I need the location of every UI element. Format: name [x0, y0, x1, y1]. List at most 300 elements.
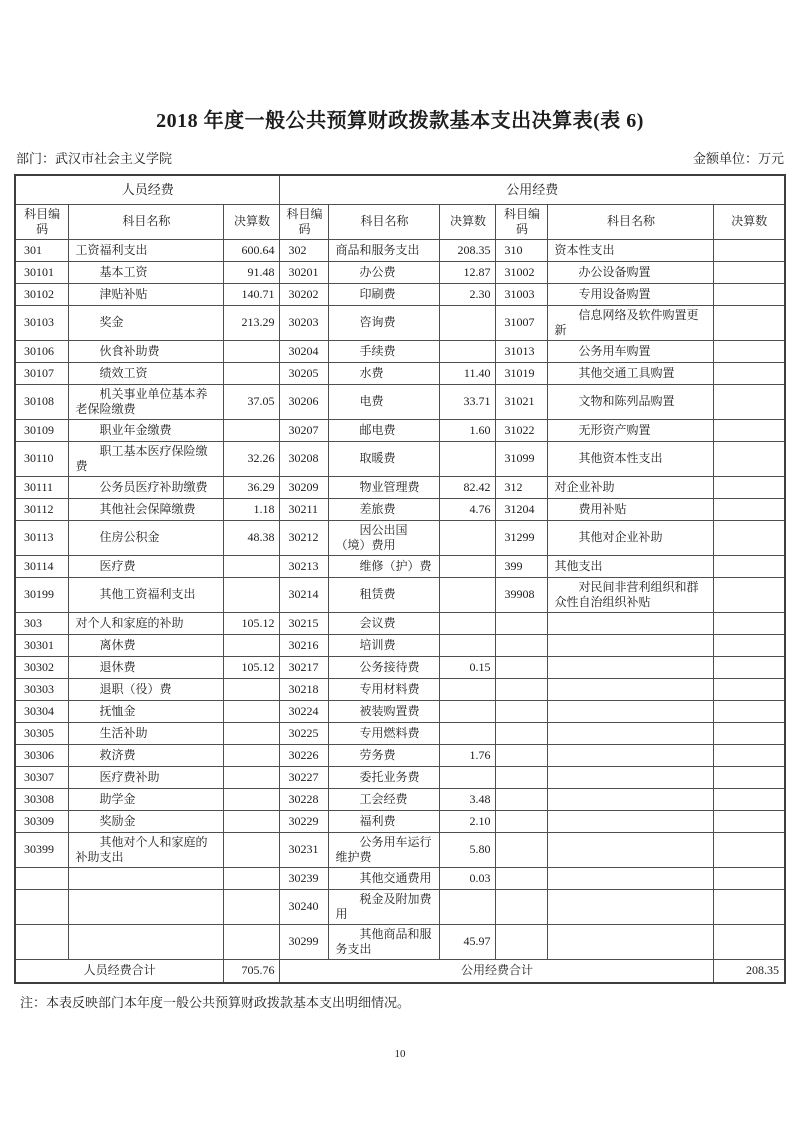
cell-code: [496, 700, 548, 722]
cell-code: 30106: [15, 340, 69, 362]
cell-code: 31021: [496, 384, 548, 419]
cell-name: 公务员医疗补助缴费: [69, 476, 224, 498]
cell-name: 印刷费: [329, 283, 440, 305]
cell-value: [440, 520, 496, 555]
cell-value: [714, 788, 785, 810]
cell-code: 30202: [280, 283, 329, 305]
page-number: 10: [394, 1048, 406, 1060]
cell-code: 312: [496, 476, 548, 498]
cell-name: 生活补助: [69, 722, 224, 744]
group-header-public: 公用经费: [280, 175, 785, 204]
cell-value: [714, 476, 785, 498]
cell-code: 30102: [15, 283, 69, 305]
cell-name: [548, 788, 714, 810]
cell-name: [69, 924, 224, 959]
note-text: 注：本表反映部门本年度一般公共预算财政拨款基本支出明细情况。: [20, 995, 411, 1010]
cell-name: [548, 867, 714, 889]
cell-code: [496, 810, 548, 832]
cell-value: [714, 810, 785, 832]
table-row: [15, 766, 785, 788]
cell-name: [548, 722, 714, 744]
cell-name: [69, 889, 224, 924]
cell-code: 30113: [15, 520, 69, 555]
cell-value: [440, 766, 496, 788]
cell-name: 医疗费: [69, 555, 224, 577]
cell-name: [548, 924, 714, 959]
personnel-total-label: 人员经费合计: [15, 959, 224, 983]
cell-name: 奖金: [69, 305, 224, 340]
cell-name: 手续费: [329, 340, 440, 362]
table-row: [15, 555, 785, 577]
cell-name: 对个人和家庭的补助: [69, 612, 224, 634]
cell-name: 信息网络及软件购置更新: [548, 305, 714, 340]
cell-value: 5.80: [440, 832, 496, 867]
cell-name: 资本性支出: [548, 239, 714, 261]
cell-value: 4.76: [440, 498, 496, 520]
meta-row: [16, 148, 784, 167]
cell-code: [496, 656, 548, 678]
table-row: [15, 419, 785, 441]
table-row: [15, 362, 785, 384]
cell-name: 办公费: [329, 261, 440, 283]
group-header-row: [15, 175, 785, 204]
cell-value: [440, 555, 496, 577]
cell-value: 2.30: [440, 283, 496, 305]
cell-code: 30207: [280, 419, 329, 441]
cell-name: 奖励金: [69, 810, 224, 832]
cell-value: [714, 722, 785, 744]
cell-name: 其他社会保障缴费: [69, 498, 224, 520]
cell-name: 其他对个人和家庭的补助支出: [69, 832, 224, 867]
table-row: [15, 261, 785, 283]
cell-name: 助学金: [69, 788, 224, 810]
cell-value: [440, 722, 496, 744]
cell-code: 30208: [280, 441, 329, 476]
cell-code: 30228: [280, 788, 329, 810]
cell-code: 30212: [280, 520, 329, 555]
cell-code: 30299: [280, 924, 329, 959]
cell-value: [224, 810, 280, 832]
table-row: [15, 476, 785, 498]
cell-code: 31019: [496, 362, 548, 384]
cell-value: [714, 924, 785, 959]
cell-name: 住房公积金: [69, 520, 224, 555]
cell-code: 39908: [496, 577, 548, 612]
cell-code: 31022: [496, 419, 548, 441]
cell-value: [224, 832, 280, 867]
cell-value: [224, 700, 280, 722]
cell-code: 301: [15, 239, 69, 261]
cell-code: 30239: [280, 867, 329, 889]
cell-value: [714, 441, 785, 476]
cell-value: 82.42: [440, 476, 496, 498]
budget-table: [14, 174, 786, 984]
cell-code: 30214: [280, 577, 329, 612]
department-label: 部门：武汉市社会主义学院: [16, 151, 173, 166]
cell-value: [714, 340, 785, 362]
cell-value: [714, 700, 785, 722]
cell-value: 2.10: [440, 810, 496, 832]
cell-name: 专用燃料费: [329, 722, 440, 744]
cell-name: 差旅费: [329, 498, 440, 520]
cell-value: 208.35: [440, 239, 496, 261]
cell-code: 30213: [280, 555, 329, 577]
cell-code: 30215: [280, 612, 329, 634]
public-total-value: 208.35: [714, 959, 785, 983]
cell-name: 津贴补贴: [69, 283, 224, 305]
table-row: [15, 384, 785, 419]
cell-name: 公务接待费: [329, 656, 440, 678]
cell-value: 37.05: [224, 384, 280, 419]
cell-name: 医疗费补助: [69, 766, 224, 788]
cell-code: 30217: [280, 656, 329, 678]
cell-code: [496, 634, 548, 656]
cell-code: 30201: [280, 261, 329, 283]
table-row: [15, 239, 785, 261]
cell-name: [548, 766, 714, 788]
cell-name: 退职（役）费: [69, 678, 224, 700]
cell-name: 因公出国（境）费用: [329, 520, 440, 555]
cell-name: 税金及附加费用: [329, 889, 440, 924]
cell-code: [496, 832, 548, 867]
cell-code: 303: [15, 612, 69, 634]
cell-value: 3.48: [440, 788, 496, 810]
cell-name: [548, 744, 714, 766]
cell-code: 30229: [280, 810, 329, 832]
table-row: [15, 744, 785, 766]
cell-name: 专用材料费: [329, 678, 440, 700]
cell-code: 30103: [15, 305, 69, 340]
cell-value: 12.87: [440, 261, 496, 283]
personnel-total-value: 705.76: [224, 959, 280, 983]
cell-value: 1.76: [440, 744, 496, 766]
cell-value: [714, 744, 785, 766]
cell-code: [496, 744, 548, 766]
cell-value: [714, 261, 785, 283]
cell-code: 30231: [280, 832, 329, 867]
cell-name: [548, 889, 714, 924]
cell-value: 48.38: [224, 520, 280, 555]
cell-name: 邮电费: [329, 419, 440, 441]
table-row: [15, 340, 785, 362]
cell-value: [224, 867, 280, 889]
cell-name: 商品和服务支出: [329, 239, 440, 261]
cell-value: [224, 419, 280, 441]
table-row: [15, 283, 785, 305]
table-row: [15, 832, 785, 867]
cell-name: 伙食补助费: [69, 340, 224, 362]
cell-value: 213.29: [224, 305, 280, 340]
cell-name: 咨询费: [329, 305, 440, 340]
cell-code: [496, 924, 548, 959]
cell-value: [224, 744, 280, 766]
cell-value: [224, 766, 280, 788]
cell-code: [496, 678, 548, 700]
cell-value: [224, 577, 280, 612]
cell-name: 公务用车运行维护费: [329, 832, 440, 867]
cell-name: 对民间非营利组织和群众性自治组织补贴: [548, 577, 714, 612]
cell-value: [714, 867, 785, 889]
cell-value: [714, 678, 785, 700]
cell-name: 办公设备购置: [548, 261, 714, 283]
cell-name: 委托业务费: [329, 766, 440, 788]
column-header-value: 决算数: [714, 204, 785, 239]
cell-code: 31007: [496, 305, 548, 340]
cell-value: 32.26: [224, 441, 280, 476]
cell-name: 福利费: [329, 810, 440, 832]
cell-code: 31204: [496, 498, 548, 520]
cell-value: [224, 340, 280, 362]
cell-name: 租赁费: [329, 577, 440, 612]
cell-code: 31013: [496, 340, 548, 362]
column-header-row: [15, 204, 785, 239]
cell-name: 机关事业单位基本养老保险缴费: [69, 384, 224, 419]
cell-name: 劳务费: [329, 744, 440, 766]
table-row: [15, 678, 785, 700]
cell-name: 退休费: [69, 656, 224, 678]
cell-name: [548, 656, 714, 678]
cell-code: 30203: [280, 305, 329, 340]
table-row: [15, 924, 785, 959]
cell-value: [714, 555, 785, 577]
cell-code: 30101: [15, 261, 69, 283]
cell-code: 30224: [280, 700, 329, 722]
cell-code: 30218: [280, 678, 329, 700]
cell-code: 30111: [15, 476, 69, 498]
cell-name: 维修（护）费: [329, 555, 440, 577]
cell-name: 水费: [329, 362, 440, 384]
cell-name: 培训费: [329, 634, 440, 656]
table-row: [15, 722, 785, 744]
cell-name: 物业管理费: [329, 476, 440, 498]
cell-code: 30305: [15, 722, 69, 744]
cell-code: [496, 889, 548, 924]
cell-code: 31002: [496, 261, 548, 283]
cell-value: [714, 239, 785, 261]
cell-value: 1.60: [440, 419, 496, 441]
cell-code: [15, 867, 69, 889]
cell-code: 30209: [280, 476, 329, 498]
unit-label: 金额单位：万元: [692, 151, 784, 166]
table-row: [15, 867, 785, 889]
cell-value: [224, 924, 280, 959]
cell-value: [224, 788, 280, 810]
cell-value: [440, 634, 496, 656]
table-row: [15, 634, 785, 656]
table-row: [15, 810, 785, 832]
cell-code: 302: [280, 239, 329, 261]
cell-code: 30109: [15, 419, 69, 441]
cell-code: 30301: [15, 634, 69, 656]
cell-code: 30205: [280, 362, 329, 384]
cell-value: [714, 283, 785, 305]
cell-value: 0.03: [440, 867, 496, 889]
column-header-value: 决算数: [224, 204, 280, 239]
cell-name: 其他交通工具购置: [548, 362, 714, 384]
cell-code: 399: [496, 555, 548, 577]
cell-code: 31099: [496, 441, 548, 476]
cell-value: 1.18: [224, 498, 280, 520]
cell-value: [714, 832, 785, 867]
cell-value: [224, 634, 280, 656]
cell-value: 45.97: [440, 924, 496, 959]
cell-name: 其他交通费用: [329, 867, 440, 889]
cell-name: 其他商品和服务支出: [329, 924, 440, 959]
cell-name: 救济费: [69, 744, 224, 766]
group-header-personnel: 人员经费: [15, 175, 280, 204]
cell-code: [496, 766, 548, 788]
cell-value: [224, 555, 280, 577]
cell-name: [548, 810, 714, 832]
cell-value: 11.40: [440, 362, 496, 384]
cell-name: 其他对企业补助: [548, 520, 714, 555]
cell-code: 30107: [15, 362, 69, 384]
cell-code: [15, 889, 69, 924]
cell-code: 30308: [15, 788, 69, 810]
cell-code: 30304: [15, 700, 69, 722]
column-header-code: 科目编码: [15, 204, 69, 239]
page-title: 2018 年度一般公共预算财政拨款基本支出决算表(表 6): [156, 110, 644, 132]
cell-value: [440, 340, 496, 362]
cell-value: 36.29: [224, 476, 280, 498]
cell-code: 30225: [280, 722, 329, 744]
cell-name: 专用设备购置: [548, 283, 714, 305]
cell-value: [224, 722, 280, 744]
cell-value: [714, 384, 785, 419]
cell-code: [496, 722, 548, 744]
footer-row: [15, 959, 785, 983]
cell-name: [548, 634, 714, 656]
table-row: [15, 441, 785, 476]
cell-code: 30199: [15, 577, 69, 612]
cell-value: [440, 612, 496, 634]
table-row: [15, 498, 785, 520]
cell-name: 文物和陈列品购置: [548, 384, 714, 419]
cell-name: [548, 678, 714, 700]
cell-value: [714, 889, 785, 924]
cell-value: [440, 678, 496, 700]
cell-code: [496, 788, 548, 810]
cell-code: 30240: [280, 889, 329, 924]
column-header-value: 决算数: [440, 204, 496, 239]
cell-name: 其他支出: [548, 555, 714, 577]
table-row: [15, 788, 785, 810]
cell-value: 600.64: [224, 239, 280, 261]
cell-value: 0.15: [440, 656, 496, 678]
cell-code: 30399: [15, 832, 69, 867]
cell-name: 抚恤金: [69, 700, 224, 722]
cell-code: 30307: [15, 766, 69, 788]
cell-value: [224, 362, 280, 384]
cell-name: 被装购置费: [329, 700, 440, 722]
table-row: [15, 656, 785, 678]
cell-value: [714, 577, 785, 612]
cell-code: 31299: [496, 520, 548, 555]
cell-code: 30306: [15, 744, 69, 766]
column-header-name: 科目名称: [69, 204, 224, 239]
cell-name: [548, 612, 714, 634]
cell-value: [440, 700, 496, 722]
cell-value: [714, 612, 785, 634]
cell-name: 电费: [329, 384, 440, 419]
table-row: [15, 305, 785, 340]
cell-code: 30114: [15, 555, 69, 577]
cell-code: 30216: [280, 634, 329, 656]
cell-code: 30112: [15, 498, 69, 520]
cell-name: 工会经费: [329, 788, 440, 810]
cell-name: 无形资产购置: [548, 419, 714, 441]
cell-value: [714, 634, 785, 656]
cell-value: [714, 766, 785, 788]
cell-code: 31003: [496, 283, 548, 305]
cell-value: [714, 520, 785, 555]
column-header-name: 科目名称: [329, 204, 440, 239]
cell-code: 30227: [280, 766, 329, 788]
public-total-label: 公用经费合计: [280, 959, 714, 983]
cell-name: 对企业补助: [548, 476, 714, 498]
cell-code: [496, 867, 548, 889]
cell-name: 费用补贴: [548, 498, 714, 520]
cell-code: 30211: [280, 498, 329, 520]
cell-code: 310: [496, 239, 548, 261]
column-header-name: 科目名称: [548, 204, 714, 239]
column-header-code: 科目编码: [496, 204, 548, 239]
cell-name: 职业年金缴费: [69, 419, 224, 441]
cell-name: [69, 867, 224, 889]
cell-value: 105.12: [224, 656, 280, 678]
cell-code: 30302: [15, 656, 69, 678]
cell-name: 公务用车购置: [548, 340, 714, 362]
cell-name: 其他工资福利支出: [69, 577, 224, 612]
table-row: [15, 577, 785, 612]
cell-name: 离休费: [69, 634, 224, 656]
cell-name: 会议费: [329, 612, 440, 634]
cell-code: 30226: [280, 744, 329, 766]
cell-value: [714, 419, 785, 441]
table-row: [15, 612, 785, 634]
table-row: [15, 889, 785, 924]
cell-name: [548, 700, 714, 722]
cell-code: 30204: [280, 340, 329, 362]
cell-code: 30206: [280, 384, 329, 419]
cell-value: [714, 656, 785, 678]
cell-value: [224, 678, 280, 700]
cell-value: [440, 889, 496, 924]
table-row: [15, 700, 785, 722]
cell-value: 33.71: [440, 384, 496, 419]
table-body: [15, 239, 785, 959]
cell-code: 30309: [15, 810, 69, 832]
cell-value: [440, 305, 496, 340]
cell-name: 基本工资: [69, 261, 224, 283]
cell-name: [548, 832, 714, 867]
cell-value: 140.71: [224, 283, 280, 305]
cell-code: 30108: [15, 384, 69, 419]
cell-name: 取暖费: [329, 441, 440, 476]
cell-name: 工资福利支出: [69, 239, 224, 261]
cell-value: [714, 362, 785, 384]
cell-value: 105.12: [224, 612, 280, 634]
cell-name: 职工基本医疗保险缴费: [69, 441, 224, 476]
cell-value: [224, 889, 280, 924]
cell-name: 绩效工资: [69, 362, 224, 384]
cell-code: [496, 612, 548, 634]
cell-name: 其他资本性支出: [548, 441, 714, 476]
cell-value: 91.48: [224, 261, 280, 283]
cell-value: [714, 305, 785, 340]
cell-code: 30303: [15, 678, 69, 700]
cell-value: [440, 441, 496, 476]
